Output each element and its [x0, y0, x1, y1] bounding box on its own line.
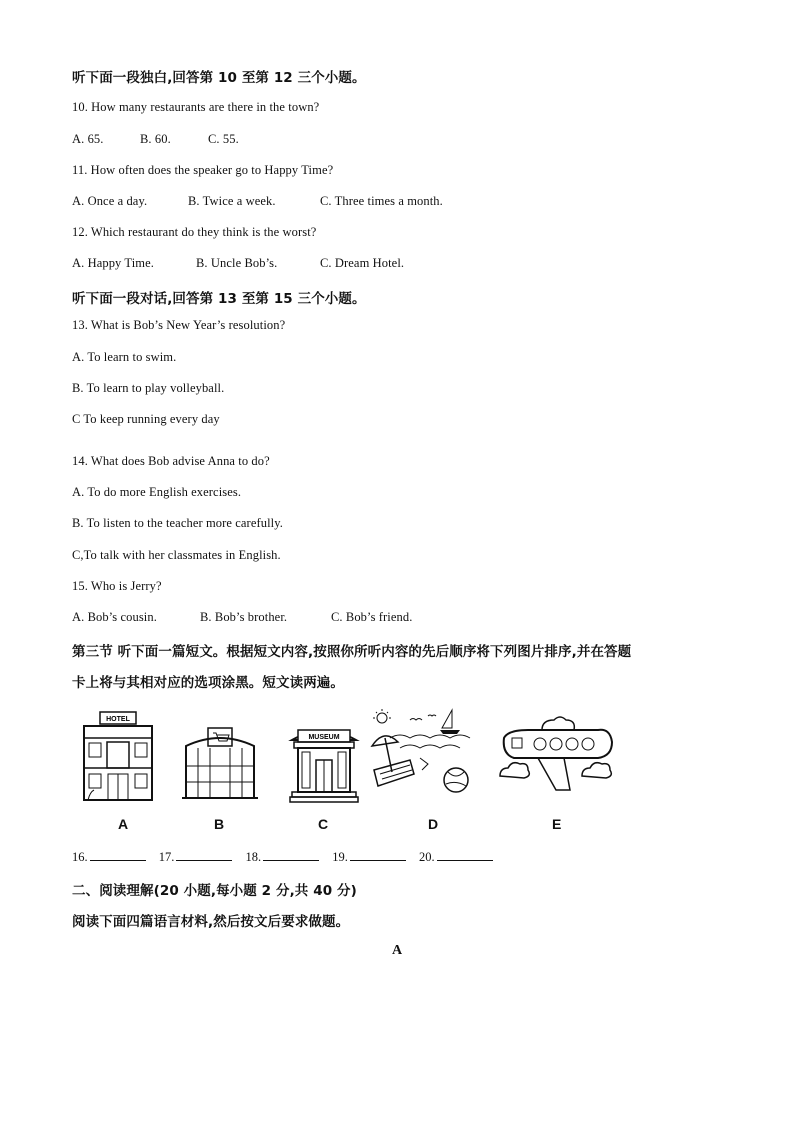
question-13-option-a: A. To learn to swim. [72, 350, 177, 364]
question-10-options [72, 132, 239, 147]
question-13-option-c: C To keep running every day [72, 412, 220, 426]
picture-label-d: D [428, 816, 439, 832]
museum-icon [290, 722, 358, 809]
question-13-option-b: B. To learn to play volleyball. [72, 381, 225, 395]
question-12-stem: 12. Which restaurant do they think is the worst? [72, 225, 317, 239]
option-a: A. 65. [72, 132, 104, 146]
option-c: C. Dream Hotel. [320, 256, 405, 270]
shopping-mall-icon [182, 724, 258, 805]
answer-blank-16[interactable]: 16. [72, 849, 146, 865]
picture-label-a: A [118, 816, 129, 832]
question-12-options [72, 256, 404, 271]
picture-label-e: E [552, 816, 562, 832]
answer-blank-20[interactable]: 20. [419, 849, 493, 865]
question-14-stem: 14. What does Bob advise Anna to do? [72, 454, 270, 468]
passage-label: A [391, 943, 403, 958]
option-c: C. Three times a month. [320, 194, 443, 208]
option-b: B. Uncle Bob’s. [196, 256, 278, 270]
section-heading-passage-line-2: 卡上将与其相对应的选项涂黑。短文读两遍。 [72, 675, 344, 691]
answer-blanks [72, 849, 503, 865]
answer-blank-19[interactable]: 19. [332, 849, 406, 865]
section-heading-passage-line-1: 第三节 听下面一篇短文。根据短文内容,按照你所听内容的先后顺序将下列图片排序,并在答题 [72, 644, 632, 660]
question-14-option-b: B. To listen to the teacher more carefully. [72, 516, 283, 530]
hotel-icon [80, 708, 156, 807]
question-14-option-a: A. To do more English exercises. [72, 485, 242, 499]
museum-sign: MUSEUM [308, 734, 340, 741]
part-2-heading: 二、阅读理解(20 小题,每小题 2 分,共 40 分) [72, 883, 357, 899]
question-11-stem: 11. How often does the speaker go to Happy Time? [72, 163, 334, 177]
option-b: B. 60. [140, 132, 171, 146]
question-15-options [72, 610, 412, 625]
question-15-stem: 15. Who is Jerry? [72, 579, 162, 593]
answer-blank-17[interactable]: 17. [159, 849, 233, 865]
question-13-stem: 13. What is Bob’s New Year’s resolution? [72, 318, 286, 332]
option-a: A. Once a day. [72, 194, 148, 208]
answer-blank-18[interactable]: 18. [246, 849, 320, 865]
option-c: C. 55. [208, 132, 239, 146]
beach-icon [370, 708, 474, 809]
hotel-sign: HOTEL [106, 716, 130, 723]
airplane-icon [498, 714, 618, 809]
part-2-instruction: 阅读下面四篇语言材料,然后按文后要求做题。 [72, 914, 350, 930]
picture-label-b: B [214, 816, 225, 832]
picture-row [72, 700, 632, 840]
option-b: B. Twice a week. [188, 194, 276, 208]
question-11-options [72, 194, 443, 209]
option-c: C. Bob’s friend. [331, 610, 413, 624]
section-heading-dialogue: 听下面一段对话,回答第 13 至第 15 三个小题。 [72, 291, 366, 307]
picture-label-c: C [318, 816, 329, 832]
question-10-stem: 10. How many restaurants are there in the town? [72, 100, 320, 114]
question-14-option-c: C,To talk with her classmates in English. [72, 548, 281, 562]
option-a: A. Happy Time. [72, 256, 154, 270]
option-a: A. Bob’s cousin. [72, 610, 157, 624]
section-heading-monologue: 听下面一段独白,回答第 10 至第 12 三个小题。 [72, 70, 366, 86]
option-b: B. Bob’s brother. [200, 610, 288, 624]
